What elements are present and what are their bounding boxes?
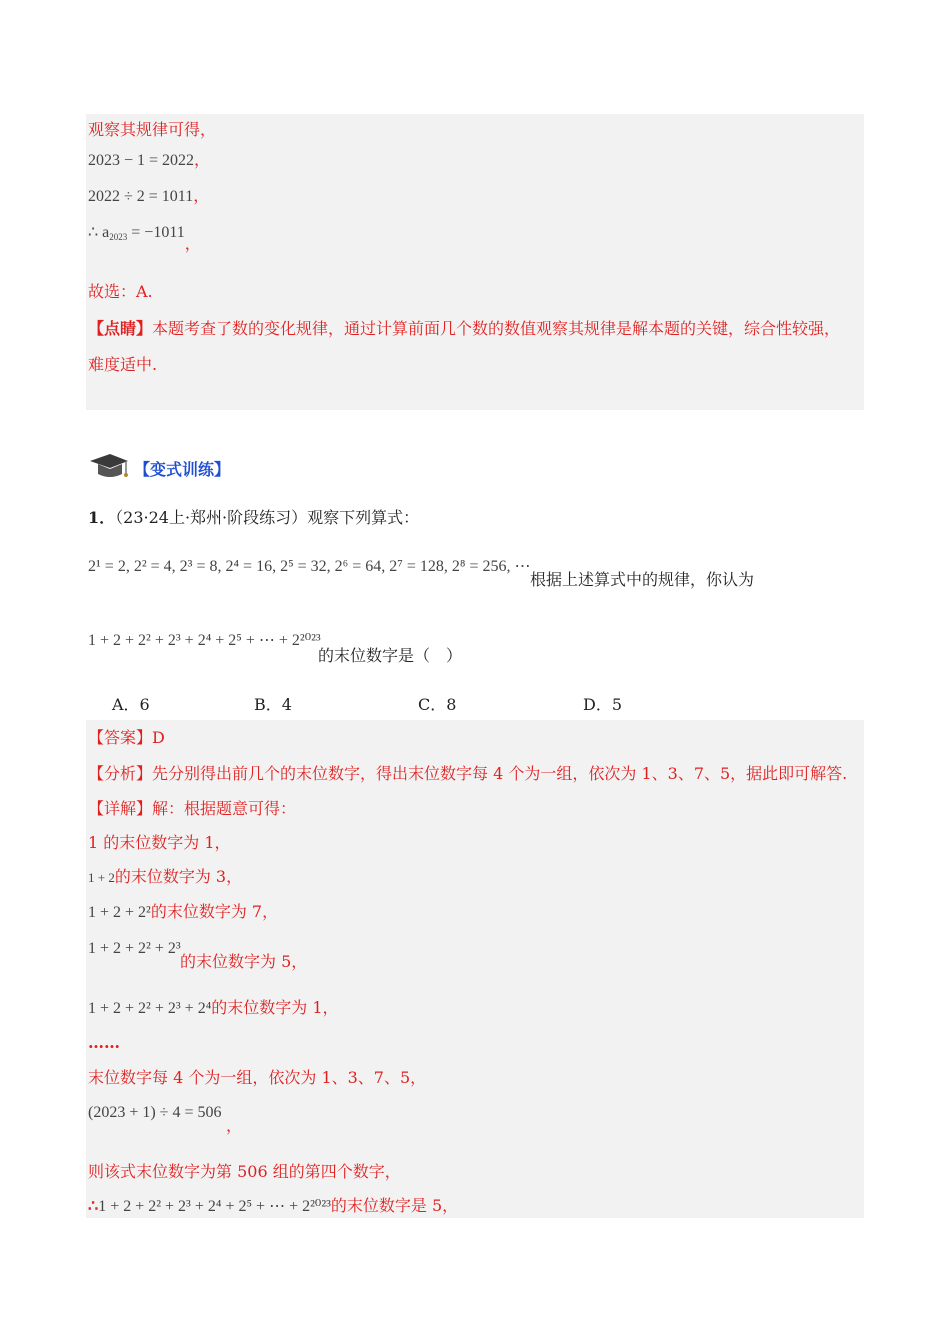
digit-line-1: 1 的末位数字为 1， [88,833,231,852]
graduation-cap-icon [88,452,130,482]
question-expression: 1 + 2 + 2² + 2³ + 2⁴ + 2⁵ + ⋯ + 2²⁰²³ [88,632,321,649]
analysis-line: 【分析】先分别得出前几个的末位数字，得出末位数字每 4 个为一组，依次为 1、3、7、5，据此即可解答. [88,764,848,783]
section-title: 【变式训练】 [134,460,231,479]
answer-line: 【答案】D [88,728,165,747]
detail-line: 【详解】解：根据题意可得： [88,799,297,818]
calc-tail: ， [226,1116,243,1135]
observation-line: 观察其规律可得， [88,120,217,139]
option-b[interactable]: B．4 [254,695,292,714]
option-d[interactable]: D．5 [583,695,623,714]
calc-line: (2023 + 1) ÷ 4 = 506 [88,1104,222,1121]
question-prompt: 的末位数字是（ ） [318,646,463,665]
digit-line-3: 1 + 2 + 2²的末位数字为 7， [88,902,279,921]
equation-3: ∴ $a_{2023} = -1011$， [88,224,201,253]
power-series: 2¹ = 2, 2² = 4, 2³ = 8, 2⁴ = 16, 2⁵ = 32, 2⁶ = 64, 2⁷ = 128, 2⁸ = 256, ⋯ [88,558,531,575]
conclusion-line-2: ∴1 + 2 + 2² + 2³ + 2⁴ + 2⁵ + ⋯ + 2²⁰²³的末位数字是 5， [88,1196,459,1215]
equation-1: 2023 − 1 = 2022， [88,150,211,169]
question-header: 1．（23·24上·郑州·阶段练习）观察下列算式： [88,508,420,527]
tip-line: 【点睛】本题考查了数的变化规律，通过计算前面几个数的数值观察其规律是解本题的关键，综合性较强， [88,319,841,338]
group-line: 末位数字每 4 个为一组，依次为 1、3、7、5， [88,1068,427,1087]
ellipsis-line: …… [88,1033,120,1052]
conclusion-line-1: 则该式末位数字为第 506 组的第四个数字， [88,1162,401,1181]
digit-line-2: 1 + 2的末位数字为 3， [88,867,243,886]
choice-line: 故选：A. [88,282,153,301]
series-tail: 根据上述算式中的规律，你认为 [530,570,755,589]
option-c[interactable]: C．8 [418,695,457,714]
tip-line-2: 难度适中. [88,355,158,374]
option-a[interactable]: A．6 [112,695,150,714]
digit-line-5: 1 + 2 + 2² + 2³ + 2⁴的末位数字为 1， [88,998,339,1017]
equation-2: 2022 ÷ 2 = 1011， [88,186,210,205]
digit-line-4-math: 1 + 2 + 2² + 2³ [88,940,181,957]
digit-line-4-text: 的末位数字为 5， [180,952,308,971]
